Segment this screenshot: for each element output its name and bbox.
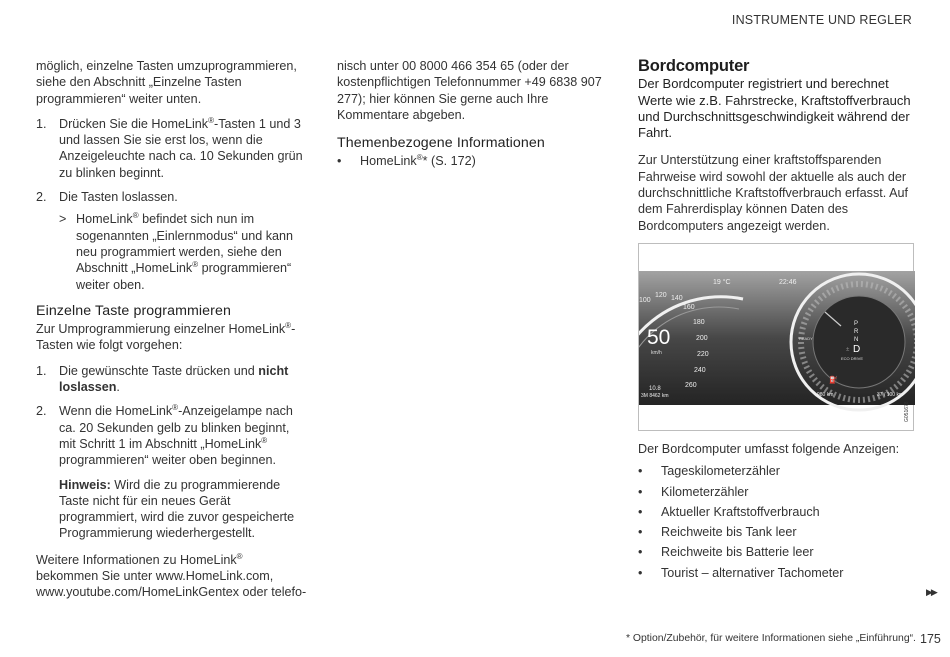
tick-label: 140 — [671, 294, 683, 302]
clock: 22:46 — [779, 278, 797, 286]
fuel-pump-icon: ⛽ — [829, 376, 838, 384]
column-3 — [638, 58, 914, 585]
range-readout: 37 / 100 km — [877, 391, 904, 398]
section-heading: Einzelne Taste programmieren — [36, 302, 231, 319]
list-intro: Der Bordcomputer umfasst folgende Anzeigen: — [638, 441, 900, 456]
footer-note: * Option/Zubehör, für weitere Informationen siehe „Einführung“. — [626, 633, 916, 644]
step-2 — [36, 189, 308, 205]
continuation-paragraph: nisch unter 00 8000 466 354 65 (oder der kostenpflichtigen Telefonnummer +49 6838 907 277); hier können Sie gerne auch Ihre Kommentare abgeben. — [337, 59, 602, 122]
intro-paragraph: möglich, einzelne Tasten umzuprogrammieren, siehe den Abschnitt „Einzelne Tasten programmieren“ weiter unten. — [36, 59, 297, 106]
tick-label: 240 — [694, 366, 706, 374]
note: Hinweis: Wird die zu programmierende Taste nicht für ein neues Gerät programmiert, wird die zuvor gespeicherte Programmierung wiederhergestellt. — [59, 477, 295, 541]
lead-paragraph: Der Bordcomputer registriert und berechnet Werte wie z.B. Fahrstrecke, Kraftstoffverbrauch und Durchschnittsgeschwindigkeit während der Fahrt. — [638, 76, 911, 141]
bullet: • — [337, 154, 342, 169]
step-number: 1. — [36, 116, 47, 131]
step-text: Die Tasten loslassen. — [59, 190, 178, 205]
speed-readout: 50 — [647, 325, 671, 349]
related-link-text[interactable]: HomeLink®* (S. 172) — [360, 153, 476, 169]
gear-p: P — [854, 320, 859, 327]
section-header: INSTRUMENTE UND REGLER — [731, 13, 912, 27]
more-info-paragraph: Weitere Informationen zu HomeLink® bekommen Sie unter www.HomeLink.com, www.youtube.com/HomeLinkGentex oder telefo- — [36, 551, 307, 600]
ready-label: READY — [799, 335, 813, 341]
step-number: 1. — [36, 363, 47, 378]
related-link[interactable] — [337, 153, 609, 169]
gear-mode: ± — [846, 346, 850, 353]
list-item: • Aktueller Kraftstoffverbrauch — [638, 504, 820, 519]
column-2 — [337, 58, 609, 174]
display-list — [638, 463, 914, 581]
trip-meter: 10.8 — [649, 385, 661, 392]
result-text: HomeLink® befindet sich nun im sogenannten „Einlernmodus“ und kann neu programmiert werden, siehe den Abschnitt „HomeLink® programmieren“ weiter oben. — [76, 211, 294, 292]
tick-label: 120 — [655, 291, 667, 299]
list-item: • Tageskilometerzähler — [638, 464, 780, 479]
section-intro: Zur Umprogrammierung einzelner HomeLink®-Tasten wie folgt vorgehen: — [36, 321, 296, 353]
step-text: Wenn die HomeLink®-Anzeigelampe nach ca. 20 Sekunden gelb zu blinken beginnt, mit Schritt 1 im Abschnitt „HomeLink® programmieren“ weiter oben beginnen. — [59, 403, 293, 468]
eco-drive-label: ECO DRIVE — [841, 355, 864, 361]
odometer: 3M 8462 km — [641, 392, 669, 399]
body-paragraph: Zur Unterstützung einer kraftstoffsparenden Fahrweise wird sowohl der aktuelle als auch der durchschnittliche Kraftstoffverbrauch erfasst. Auf dem Fahrerdisplay können Daten des Bordcomputers angezeigt werden. — [638, 153, 908, 233]
tick-label: 180 — [693, 318, 705, 326]
figure-code: G051678 — [904, 401, 910, 422]
tick-label: 160 — [683, 303, 695, 311]
continue-arrows-icon: ▶▶ — [926, 587, 936, 597]
gear-d: D — [853, 343, 861, 355]
column-1 — [36, 58, 308, 610]
list-item: • Reichweite bis Tank leer — [638, 525, 797, 540]
tick-label: 220 — [697, 350, 709, 358]
tick-label: 260 — [685, 381, 697, 389]
list-item: • Tourist – alternativer Tachometer — [638, 565, 844, 580]
driver-display-image — [638, 243, 914, 431]
list-item: • Reichweite bis Batterie leer — [638, 545, 814, 560]
section-title: Bordcomputer — [638, 57, 750, 75]
sub-step-2 — [36, 403, 308, 468]
result-marker: > — [59, 212, 67, 227]
step-1 — [36, 116, 308, 181]
step-text: Die gewünschte Taste drücken und nicht loslassen. — [59, 363, 289, 395]
speed-unit: km/h — [651, 349, 662, 356]
page-number: 175 — [920, 632, 941, 646]
range-fuel: 980 km — [817, 391, 834, 398]
list-item: • Kilometerzähler — [638, 484, 749, 499]
tick-label: 200 — [696, 334, 708, 342]
outside-temperature: 19 °C — [713, 278, 731, 286]
step-number: 2. — [36, 404, 47, 419]
gear-n: N — [854, 336, 859, 343]
tick-label: 100 — [639, 296, 651, 304]
step-number: 2. — [36, 190, 47, 205]
related-heading: Themenbezogene Informationen — [337, 135, 545, 152]
driver-display-illustration — [639, 244, 915, 432]
sub-step-1 — [36, 363, 308, 396]
gear-r: R — [854, 328, 859, 335]
step-result — [59, 211, 308, 292]
step-text: Drücken Sie die HomeLink®-Tasten 1 und 3 und lassen Sie sie erst los, wenn die Anzeigeleuchte nach ca. 10 Sekunden grün zu blinken beginnt. — [59, 115, 303, 180]
